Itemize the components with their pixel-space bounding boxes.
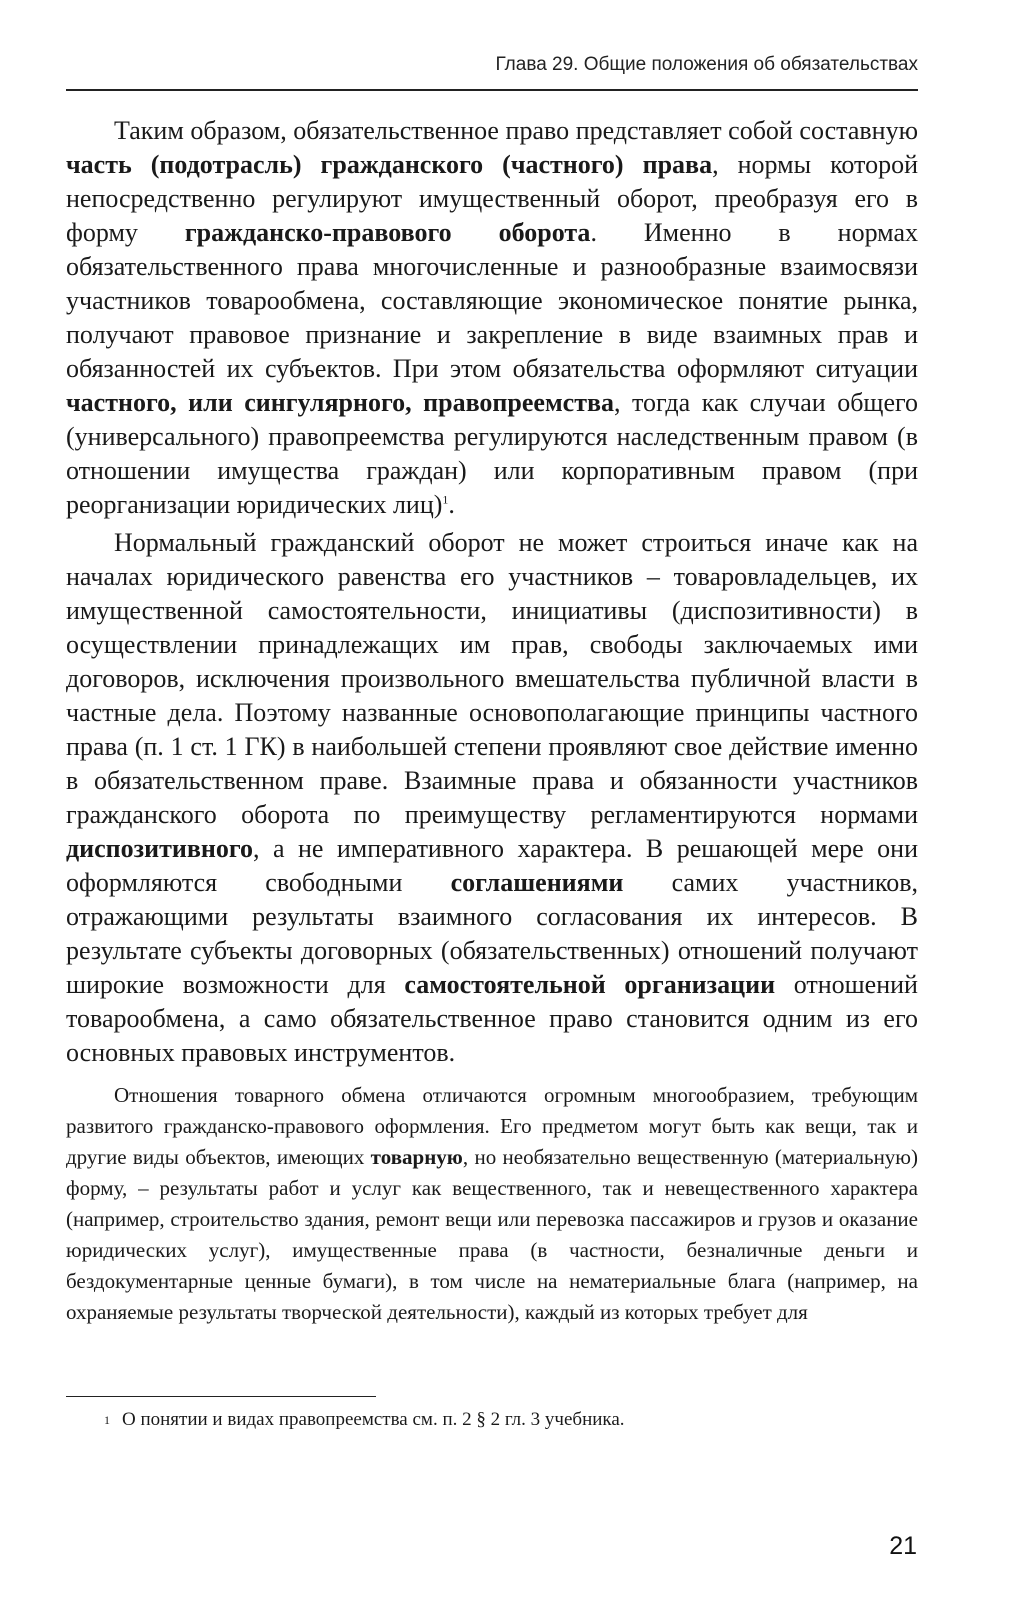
text-run: отношений товарообмена, а само обязательственное право становится одним из его основных правовых инструментов. (66, 970, 918, 1067)
bold-term: гражданско-правового оборота (184, 218, 591, 247)
text-run: , но необязательно вещественную (материальную) форму, – результаты работ и услуг как вещественного, так и невещественного характера (например, строительство здания, ремонт вещи или перевозка пассажиров и грузов и оказание юридических услуг), имущественные права (в частности, безналичные деньги и бездокументарные ценные бумаги), в том числе на нематериальные блага (например, на охраняемые результаты творческой деятельности), каждый из которых требует для (66, 1145, 918, 1324)
text-run: , а не императивного характера. В решающей мере они оформляются свободными (66, 834, 918, 897)
footnote-number: 1 (104, 1413, 110, 1427)
running-head: Глава 29. Общие положения об обязательствах (495, 54, 918, 75)
text-run: . Именно в нормах обязательственного права многочисленные и разнообразные взаимосвязи участников товарообмена, составляющие экономическое понятие рынка, получают правовое признание и закрепление в виде взаимных прав и обязанностей их субъектов. При этом обязательства оформляют ситуации (66, 218, 918, 383)
bold-term: частного, или сингулярного, правопреемства (66, 388, 615, 417)
bold-term: соглашениями (450, 868, 624, 897)
paragraph (66, 526, 918, 1070)
text-run: Таким образом, обязательственное право представляет собой составную (114, 116, 918, 145)
text-run: самих участников, отражающими результаты взаимного согласования их интересов. В результате субъекты договорных (обязательственных) отношений получают широкие возможности для (66, 868, 919, 999)
text-run: , тогда как случаи общего (универсального) правопреемства регулируются наследственным правом (в отношении имущества граждан) или корпоративным правом (при реорганизации юридических лиц) (66, 388, 918, 519)
footnote-ref: 1 (442, 492, 449, 507)
bold-term: диспозитивного (66, 834, 254, 863)
bold-term: самостоятельной организации (404, 970, 776, 999)
bold-term: часть (подотрасль) гражданского (частного) права (66, 150, 713, 179)
footnote-rule (66, 1396, 376, 1397)
text-run: , нормы которой непосредственно регулируют имущественный оборот, преобразуя его в форму (66, 150, 918, 247)
main-text (66, 114, 918, 1328)
bold-term: товарную (370, 1145, 463, 1169)
header-rule (66, 89, 918, 91)
text-run: Нормальный гражданский оборот не может строиться иначе как на началах юридического равенства его участников – товаровладельцев, их имущественной самостоятельности, инициативы (диспозитивности) в осуществлении принадлежащих им прав, свободы заключаемых ими договоров, исключения произвольного вмешательства публичной власти в частные дела. Поэтому названные основополагающие принципы частного права (п. 1 ст. 1 ГК) в наибольшей степени проявляют свое действие именно в обязательственном праве. Взаимные права и обязанности участников гражданского оборота по преимуществу регламентируются нормами (66, 528, 918, 829)
paragraph (66, 114, 918, 522)
footnote (104, 1407, 918, 1433)
footnote-text: О понятии и видах правопреемства см. п. 2 § 2 гл. 3 учебника. (122, 1409, 625, 1430)
page-number: 21 (889, 1532, 917, 1560)
text-run: . (448, 490, 455, 519)
paragraph (66, 1080, 918, 1328)
text-run: Отношения товарного обмена отличаются огромным многообразием, требующим развитого гражданско-правового оформления. Его предметом могут быть как вещи, так и другие виды объектов, имеющих (66, 1083, 918, 1169)
